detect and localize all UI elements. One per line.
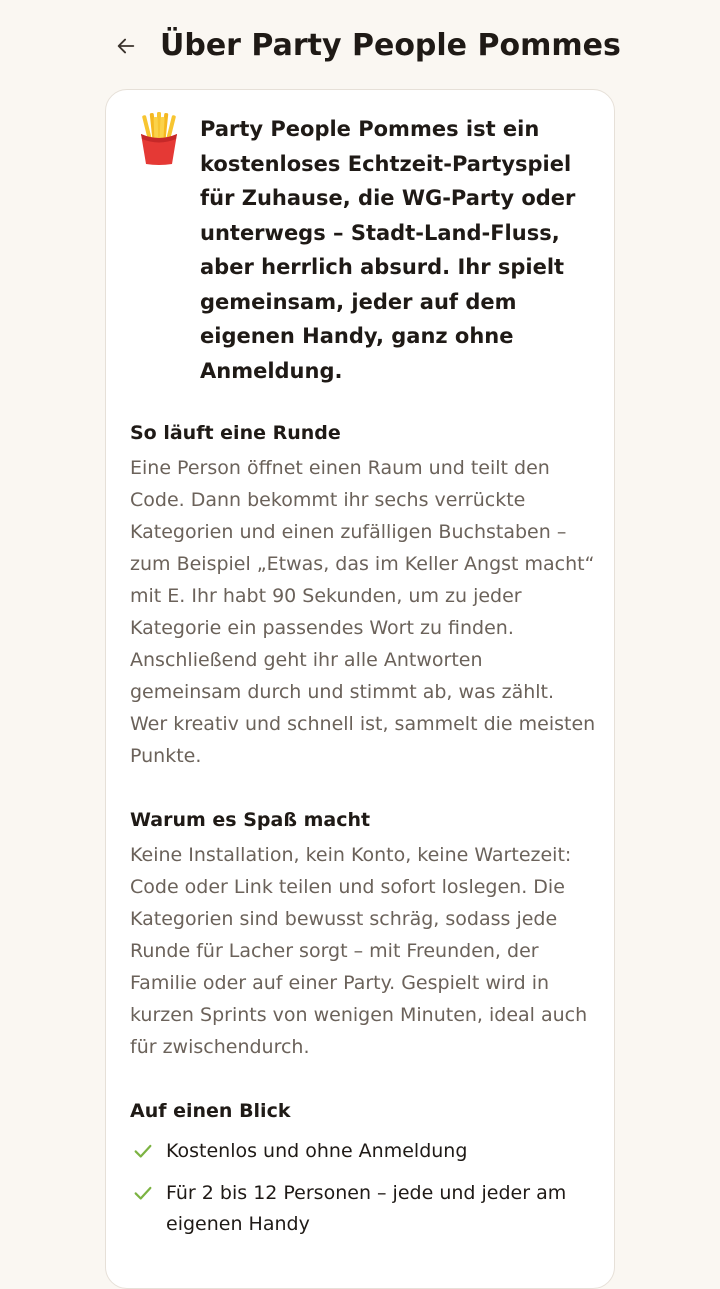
list-item-label: Kostenlos und ohne Anmeldung: [166, 1140, 468, 1162]
feature-list: [130, 1136, 596, 1240]
header: [0, 0, 720, 90]
section-round: [130, 420, 596, 772]
section-fun: [130, 807, 596, 1063]
section-glance: [130, 1098, 596, 1251]
check-icon: [132, 1182, 154, 1204]
intro-text: Party People Pommes ist ein kostenloses Echtzeit-Partyspiel für Zuhause, die WG-Party oder unterwegs – Stadt-Land-Fluss, aber herrlich absurd. Ihr spielt gemeinsam, jeder auf dem eigenen Handy, ganz ohne Anmeldung.: [200, 117, 576, 383]
check-icon: [132, 1140, 154, 1162]
arrow-left-icon: [115, 35, 137, 57]
section-heading: Warum es Spaß macht: [130, 809, 371, 831]
fries-icon: [136, 112, 182, 166]
list-item: [130, 1178, 596, 1240]
section-heading: Auf einen Blick: [130, 1100, 291, 1122]
section-heading: So läuft eine Runde: [130, 422, 341, 444]
list-item: [130, 1136, 596, 1167]
intro: [136, 112, 596, 388]
list-item-label: Für 2 bis 12 Personen – jede und jeder am eigenen Handy: [166, 1182, 567, 1235]
back-button[interactable]: [112, 32, 140, 60]
about-card: [105, 89, 615, 1289]
section-body: Eine Person öffnet einen Raum und teilt den Code. Dann bekommt ihr sechs verrückte Kategorien und einen zufälligen Buchstaben – zum Beispiel „Etwas, das im Keller Angst macht“ mit E. Ihr habt 90 Sekunden, um zu jeder Kategorie ein passendes Wort zu finden. Anschließend geht ihr alle Antworten gemeinsam durch und stimmt ab, was zählt. Wer kreativ und schnell ist, sammelt die meisten Punkte.: [130, 457, 596, 767]
section-body: Keine Installation, kein Konto, keine Wartezeit: Code oder Link teilen und sofort loslegen. Die Kategorien sind bewusst schräg, sodass jede Runde für Lacher sorgt – mit Freunden, der Familie oder auf einer Party. Gespielt wird in kurzen Sprints von wenigen Minuten, ideal auch für zwischendurch.: [130, 844, 588, 1058]
page-title: Über Party People Pommes: [160, 28, 621, 63]
